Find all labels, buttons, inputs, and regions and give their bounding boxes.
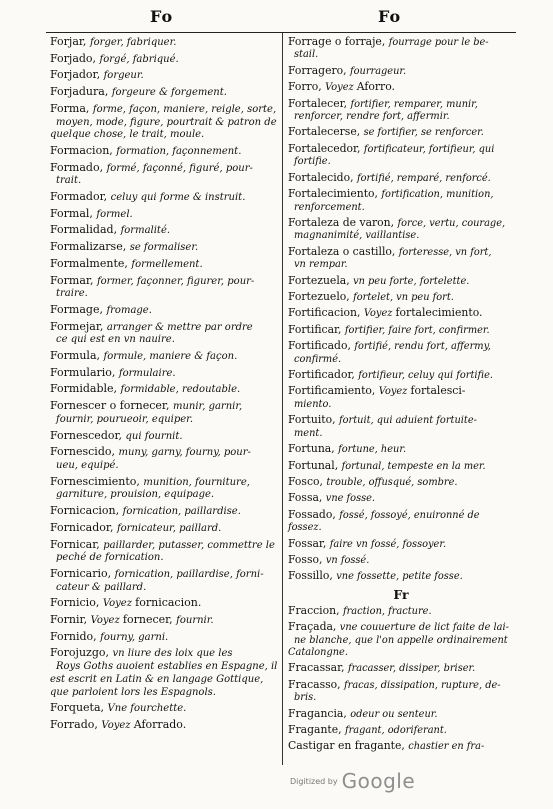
definition: Voyez xyxy=(363,308,396,320)
definition-continuation: renforcement. xyxy=(294,201,365,213)
headword: Forjadura, xyxy=(50,85,112,99)
definition-continuation: moyen, mode, figure, pourtrait & patron de quelque chose, le trait, moule. xyxy=(50,116,277,141)
dictionary-entry xyxy=(288,621,514,659)
definition: former, façonner, figurer, pour- xyxy=(96,275,255,287)
dictionary-entry xyxy=(50,614,278,628)
definition: Voyez xyxy=(325,82,357,94)
dictionary-entry xyxy=(50,86,278,100)
definition: fracasser, dissiper, briser. xyxy=(347,663,476,675)
headword: Fornicio, xyxy=(50,596,103,610)
definition: fortune, heur. xyxy=(338,444,407,456)
definition-continuation: Roys Goths auoient establies en Espagne, il est escrit en Latin & en langage Gottique, que parloient lors les Espagnols. xyxy=(50,661,278,698)
headword: Fortificado, xyxy=(288,339,355,353)
definition: formalité. xyxy=(120,225,171,237)
definition-continuation: peché de fornication. xyxy=(56,552,164,564)
definition: formellement. xyxy=(131,258,203,270)
definition: fourrage pour le be- xyxy=(388,37,489,48)
definition: Voyez xyxy=(102,598,136,610)
headword: Fornicacion, xyxy=(50,504,123,518)
headword: Fortalecedor, xyxy=(288,141,364,155)
dictionary-entry xyxy=(50,36,278,50)
dictionary-entry xyxy=(288,492,514,505)
headword: Castigar en fragante, xyxy=(288,739,409,753)
headword: Fornicar, xyxy=(50,537,104,551)
section-heading: Fr xyxy=(393,586,409,602)
definition: Vne fourchette. xyxy=(107,703,187,715)
headword: Fossa, xyxy=(288,491,326,505)
dictionary-entry xyxy=(50,275,278,301)
definition-continuation: miento. xyxy=(294,398,332,410)
cross-reference: fornecer, xyxy=(122,613,177,627)
dictionary-entry xyxy=(288,307,514,320)
digitized-by-text: Digitized by xyxy=(290,777,338,786)
dictionary-entry xyxy=(50,258,278,272)
dictionary-entry xyxy=(288,65,514,78)
headword: Formal, xyxy=(50,206,97,220)
dictionary-entry xyxy=(288,708,514,721)
definition-continuation: trait. xyxy=(56,175,82,187)
cross-reference: fortalecimiento. xyxy=(395,306,483,320)
definition: fortifier, remparer, munir, xyxy=(350,98,478,110)
definition: munir, garnir, xyxy=(172,401,243,413)
headword: Fosso, xyxy=(288,552,326,566)
definition: forgeur. xyxy=(103,70,144,82)
dictionary-entry xyxy=(50,631,278,645)
definition: fournir. xyxy=(176,615,214,627)
definition: fortification, munition, xyxy=(381,189,494,201)
definition: odeur ou senteur. xyxy=(350,708,438,720)
definition: formidable, redoutable. xyxy=(120,384,241,396)
definition: forgé, fabriqué. xyxy=(99,53,179,65)
definition: vne fossette, petite fosse. xyxy=(336,571,463,583)
headword: Forjar, xyxy=(50,35,90,48)
definition: fossé, fossoyé, enuironné de fossez. xyxy=(288,509,480,534)
headword: Fraçada, xyxy=(288,620,340,634)
headword: Fornescer o fornecer, xyxy=(50,399,173,413)
dictionary-entry xyxy=(50,321,278,347)
definition-continuation: ueu, equipé. xyxy=(56,459,119,471)
headword: Formidable, xyxy=(50,382,121,396)
headword: Fossillo, xyxy=(288,569,337,583)
headword: Forro, xyxy=(288,80,326,94)
headword: Formalizarse, xyxy=(50,240,130,254)
headword: Fortalecido, xyxy=(288,170,357,184)
headword: Forojuzgo, xyxy=(50,646,113,660)
headword: Fragante, xyxy=(288,723,345,736)
definition: fortifié, rendu fort, affermy, xyxy=(354,341,491,353)
dictionary-entry xyxy=(50,162,278,188)
dictionary-entry xyxy=(50,539,278,565)
headword: Fortuna, xyxy=(288,442,339,456)
headword: Fornescido, xyxy=(50,445,119,459)
definition-continuation: garniture, prouision, equipage. xyxy=(56,489,215,501)
dictionary-entry xyxy=(50,383,278,397)
definition: fornicateur, paillard. xyxy=(116,522,222,534)
headword: Fortificador, xyxy=(288,368,359,382)
headword: Fragancia, xyxy=(288,706,351,720)
headword: Formejar, xyxy=(50,319,107,333)
definition: fortuit, qui aduient fortuite- xyxy=(339,415,477,427)
page-header-left: Fo xyxy=(150,7,174,26)
definition: paillarder, putasser, commettre le xyxy=(103,539,275,551)
dictionary-entry xyxy=(288,188,514,214)
definition: fortifieur, celuy qui fortifie. xyxy=(358,370,493,382)
headword: Formula, xyxy=(50,349,104,363)
definition: fornication, paillardise, forni- xyxy=(114,568,264,580)
headword: Fortaleza de varon, xyxy=(288,215,398,229)
dictionary-entry xyxy=(288,172,514,185)
definition: vn liure des loix que les xyxy=(112,648,233,660)
headword: Fracassar, xyxy=(288,661,348,675)
left-column xyxy=(50,36,278,736)
dictionary-entry xyxy=(288,143,514,169)
dictionary-entry xyxy=(50,597,278,611)
definition: formé, façonné, figuré, pour- xyxy=(106,162,253,174)
definition: formation, façonnement. xyxy=(116,145,242,157)
headword: Formulario, xyxy=(50,365,119,379)
definition-continuation: ne blanche, que l'on appelle ordinairement Catalongne. xyxy=(288,634,508,658)
definition: forgeure & forgement. xyxy=(111,87,227,99)
definition-continuation: ment. xyxy=(294,427,323,439)
dictionary-entry xyxy=(288,275,514,288)
definition: vne fosse. xyxy=(325,493,376,505)
column-divider xyxy=(282,33,283,765)
definition: Voyez xyxy=(101,719,134,731)
definition: fortunal, tempeste en la mer. xyxy=(341,460,486,472)
dictionary-entry xyxy=(288,605,514,618)
right-column xyxy=(288,36,514,757)
definition: force, vertu, courage, xyxy=(397,217,506,229)
headword: Fortaleza o castillo, xyxy=(288,244,399,258)
headword: Formar, xyxy=(50,273,97,287)
definition: trouble, offusqué, sombre. xyxy=(326,476,458,488)
dictionary-entry xyxy=(288,414,514,440)
cross-reference: fortalesci- xyxy=(410,384,466,398)
dictionary-entry xyxy=(288,369,514,382)
dictionary-entry xyxy=(50,208,278,222)
headword: Fossado, xyxy=(288,507,340,521)
headword: Fortezuela, xyxy=(288,273,354,287)
dictionary-entry xyxy=(50,505,278,519)
cross-reference: Aforro. xyxy=(356,80,395,94)
definition: fortifié, remparé, renforcé. xyxy=(356,172,491,184)
headword: Fosco, xyxy=(288,474,327,488)
definition: formule, maniere & façon. xyxy=(103,351,238,363)
dictionary-entry xyxy=(288,126,514,139)
definition: munition, fourniture, xyxy=(143,476,250,488)
definition: fragant, odoriferant. xyxy=(344,725,447,736)
definition: fourrageur. xyxy=(350,65,407,77)
headword: Fracasso, xyxy=(288,677,345,691)
dictionary-entry xyxy=(288,570,514,583)
headword: Forjado, xyxy=(50,51,100,65)
definition-continuation: cateur & paillard. xyxy=(56,581,147,593)
headword: Fortezuelo, xyxy=(288,290,354,304)
headword: Formalidad, xyxy=(50,223,121,237)
dictionary-entry xyxy=(288,340,514,366)
dictionary-entry xyxy=(50,719,278,733)
headword: Forma, xyxy=(50,101,93,115)
google-logo: Google xyxy=(341,769,416,793)
headword: Fornicador, xyxy=(50,520,117,534)
cross-reference: Aforrado. xyxy=(133,717,187,731)
dictionary-entry xyxy=(50,69,278,83)
dictionary-entry xyxy=(50,400,278,426)
definition: Voyez xyxy=(378,386,411,398)
definition: Voyez xyxy=(90,615,123,627)
headword: Fossar, xyxy=(288,536,330,550)
dictionary-entry xyxy=(288,679,514,705)
definition: forme, façon, maniere, reigle, sorte, xyxy=(92,103,277,115)
definition: forteresse, vn fort, xyxy=(398,246,492,258)
dictionary-entry xyxy=(50,702,278,716)
definition: fornication, paillardise. xyxy=(122,506,241,518)
dictionary-entry xyxy=(50,241,278,255)
dictionary-entry xyxy=(50,350,278,364)
dictionary-entry xyxy=(50,476,278,502)
dictionary-entry xyxy=(50,430,278,444)
dictionary-entry xyxy=(288,554,514,567)
dictionary-entry xyxy=(288,98,514,124)
definition: fraction, fracture. xyxy=(342,605,432,617)
dictionary-entry xyxy=(288,476,514,489)
headword: Fortalecerse, xyxy=(288,125,364,139)
definition-continuation: ce qui est en vn nauire. xyxy=(56,334,175,346)
digitized-footer xyxy=(290,769,415,793)
definition: fromage. xyxy=(106,304,152,316)
dictionary-entry xyxy=(50,191,278,205)
dictionary-entry xyxy=(288,460,514,473)
headword: Fornir, xyxy=(50,613,91,627)
headword: Fortificar, xyxy=(288,322,345,336)
headword: Formage, xyxy=(50,302,107,316)
dictionary-entry xyxy=(288,538,514,551)
definition: fortifier, faire fort, confirmer. xyxy=(344,324,490,336)
dictionary-entry xyxy=(288,724,514,737)
dictionary-entry xyxy=(50,446,278,472)
dictionary-entry xyxy=(50,522,278,536)
headword: Fornido, xyxy=(50,629,101,643)
definition-continuation: bris. xyxy=(294,692,317,704)
definition-continuation: confirmé. xyxy=(294,353,342,365)
definition: qui fournit. xyxy=(125,430,183,442)
definition: muny, garny, fourny, pour- xyxy=(118,447,251,459)
dictionary-entry xyxy=(288,81,514,94)
definition: vn peu forte, fortelette. xyxy=(353,275,470,287)
definition-continuation: vn rempar. xyxy=(294,259,348,271)
header-rule xyxy=(46,32,516,33)
definition: fortelet, vn peu fort. xyxy=(353,292,454,304)
headword: Forjador, xyxy=(50,68,104,82)
dictionary-entry xyxy=(50,145,278,159)
headword: Forqueta, xyxy=(50,701,108,715)
page-header-right: Fo xyxy=(378,7,402,26)
definition: celuy qui forme & instruit. xyxy=(110,192,246,204)
dictionary-entry xyxy=(50,304,278,318)
headword: Formalmente, xyxy=(50,256,132,270)
dictionary-entry xyxy=(50,367,278,381)
definition: fracas, dissipation, rupture, de- xyxy=(344,679,501,691)
dictionary-entry xyxy=(50,224,278,238)
headword: Fornicario, xyxy=(50,566,115,580)
definition: vne couuerture de lict faite de lai- xyxy=(339,622,509,634)
headword: Forrado, xyxy=(50,717,102,731)
definition-continuation: traire. xyxy=(56,288,88,300)
dictionary-entry xyxy=(50,647,278,699)
dictionary-entry xyxy=(50,53,278,67)
headword: Forragero, xyxy=(288,63,350,77)
definition-continuation: fortifie. xyxy=(294,156,331,168)
definition-continuation: stail. xyxy=(294,49,319,61)
dictionary-entry xyxy=(288,246,514,272)
definition: chastier en fra- xyxy=(408,741,485,753)
headword: Fortunal, xyxy=(288,458,342,472)
headword: Fraccion, xyxy=(288,603,343,617)
headword: Fortalecimiento, xyxy=(288,187,382,201)
dictionary-entry xyxy=(50,568,278,594)
headword: Fornescedor, xyxy=(50,428,126,442)
dictionary-entry xyxy=(288,509,514,535)
dictionary-entry xyxy=(50,103,278,142)
dictionary-entry xyxy=(288,662,514,675)
definition: se formaliser. xyxy=(129,242,199,254)
dictionary-entry xyxy=(288,291,514,304)
headword: Formacion, xyxy=(50,143,117,157)
headword: Fortalecer, xyxy=(288,96,351,110)
dictionary-entry xyxy=(288,324,514,337)
headword: Fortificamiento, xyxy=(288,384,379,398)
definition-continuation: magnanimité, vaillantise. xyxy=(294,230,420,242)
headword: Fornescimiento, xyxy=(50,474,144,488)
headword: Fortuito, xyxy=(288,413,340,427)
definition: se fortifier, se renforcer. xyxy=(363,127,484,139)
dictionary-entry xyxy=(288,36,514,62)
dictionary-entry xyxy=(288,217,514,243)
headword: Fortificacion, xyxy=(288,306,364,320)
cross-reference: fornicacion. xyxy=(135,596,202,610)
headword: Formador, xyxy=(50,190,111,204)
definition: forger, fabriquer. xyxy=(89,37,177,48)
definition-continuation: fournir, pourueoir, equiper. xyxy=(56,413,194,425)
dictionary-entry xyxy=(288,385,514,411)
dictionary-entry xyxy=(288,443,514,456)
dictionary-entry xyxy=(288,740,514,753)
definition: fourny, garni. xyxy=(100,631,169,643)
headword: Formado, xyxy=(50,160,107,174)
definition: faire vn fossé, fossoyer. xyxy=(329,538,447,550)
definition: vn fossé. xyxy=(325,554,370,566)
definition: formel. xyxy=(96,208,133,220)
headword: Forrage o forraje, xyxy=(288,35,389,48)
definition: fortificateur, fortifieur, qui xyxy=(363,143,495,155)
definition: formulaire. xyxy=(118,367,176,379)
definition-continuation: renforcer, rendre fort, affermir. xyxy=(294,111,450,123)
definition: arranger & mettre par ordre xyxy=(106,321,253,333)
